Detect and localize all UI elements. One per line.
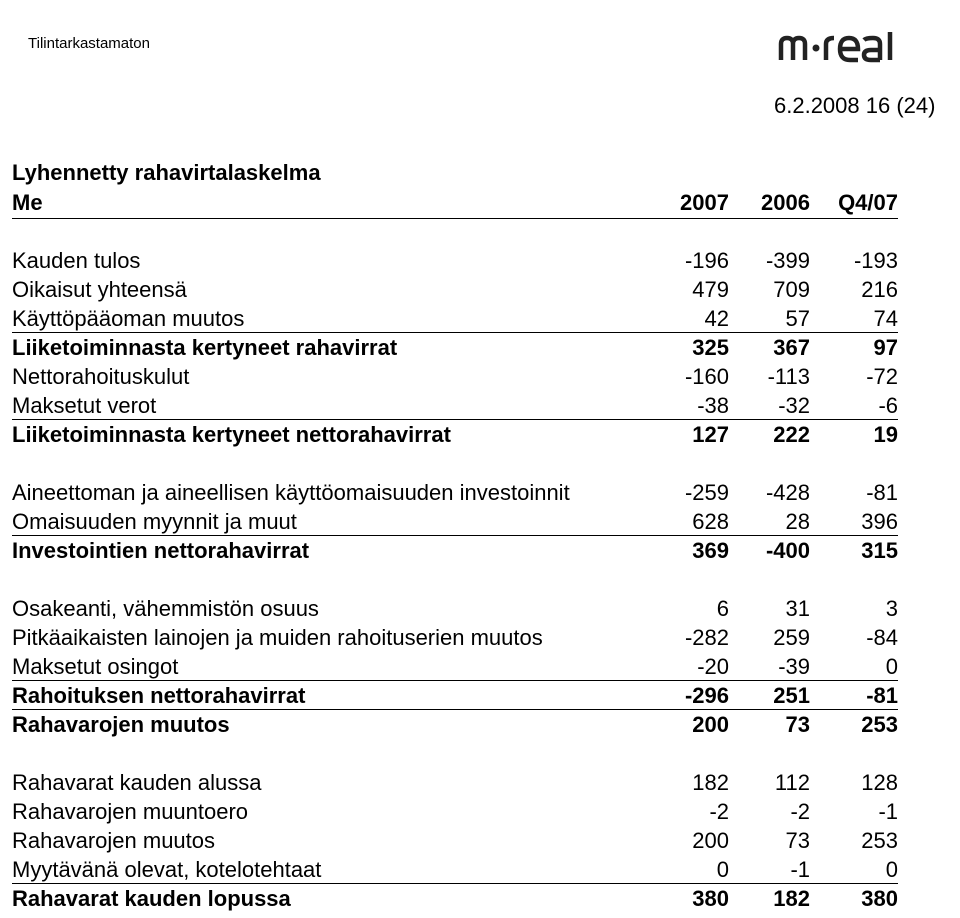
row-label: Rahavarojen muutos [12,828,216,853]
table-row [12,797,898,826]
row-value-2007: 0 [716,857,729,882]
row-label: Investointien nettorahavirrat [12,538,310,563]
m-real-logo-mark [778,30,906,64]
row-value-q4-07: 128 [861,770,898,795]
row-value-2006: -399 [765,248,810,273]
row-value-q4-07: -193 [853,248,898,273]
row-value-q4-07: -84 [866,625,898,650]
row-value-2006: 57 [785,306,810,331]
cash-flow-table [12,246,898,913]
row-label: Liiketoiminnasta kertyneet nettorahavirrat [12,422,451,447]
row-label: Pitkäaikaisten lainojen ja muiden rahoituserien muutos [12,625,543,650]
row-value-q4-07: 74 [873,306,898,331]
row-value-q4-07: 19 [873,422,898,447]
row-value-q4-07: 380 [861,886,898,911]
row-value-2006: 222 [773,422,810,447]
row-value-q4-07: 315 [861,538,898,563]
row-label: Rahavarojen muutos [12,712,230,737]
page-date-number: 6.2.2008 16 (24) [774,93,936,118]
row-value-2007: 6 [716,596,729,621]
table-row [12,362,898,391]
row-value-2007: 628 [692,509,729,534]
row-value-2007: 369 [692,538,729,563]
row-value-2007: 325 [692,335,729,360]
unaudited-label: Tilintarkastamaton [28,35,150,52]
row-value-2006: -1 [790,857,810,882]
row-label: Maksetut verot [12,393,157,418]
table-title: Lyhennetty rahavirtalaskelma [12,160,321,185]
row-value-2006: -428 [765,480,810,505]
table-row [12,710,898,739]
row-label: Aineettoman ja aineellisen käyttöomaisuuden investoinnit [12,480,570,505]
row-label: Rahavarojen muuntoero [12,799,249,824]
row-value-2007: -196 [684,248,729,273]
table-row [12,478,898,507]
column-header-2007: 2007 [680,190,729,215]
row-value-q4-07: -81 [866,480,898,505]
table-row [12,304,898,333]
column-header-row [12,190,898,219]
row-label: Kauden tulos [12,248,141,273]
row-label: Rahoituksen nettorahavirrat [12,683,306,708]
table-row [12,594,898,623]
row-value-2007: 380 [692,886,729,911]
row-label: Osakeanti, vähemmistön osuus [12,596,319,621]
row-value-2007: 127 [692,422,729,447]
table-row [12,536,898,565]
row-value-q4-07: -72 [866,364,898,389]
row-value-q4-07: 253 [861,828,898,853]
row-value-2006: -32 [778,393,810,418]
row-value-2006: -39 [778,654,810,679]
table-row [12,623,898,652]
row-value-2006: 73 [785,828,810,853]
row-value-2007: -259 [684,480,729,505]
row-value-q4-07: 0 [885,857,898,882]
row-spacer [12,565,898,594]
row-value-2006: 112 [774,770,810,795]
table-row [12,420,898,449]
column-header-2006: 2006 [761,190,810,215]
row-value-q4-07: 396 [861,509,898,534]
row-label: Käyttöpääoman muutos [12,306,245,331]
row-value-2007: -282 [684,625,729,650]
row-value-2006: 251 [773,683,810,708]
row-value-2006: 259 [773,625,810,650]
row-label: Oikaisut yhteensä [12,277,187,302]
row-value-2006: 709 [773,277,810,302]
row-value-2007: -20 [697,654,729,679]
row-value-2006: 182 [773,886,810,911]
row-label: Myytävänä olevat, kotelotehtaat [12,857,322,882]
row-value-q4-07: 253 [861,712,898,737]
row-value-2006: 31 [785,596,810,621]
row-value-2007: -2 [709,799,729,824]
row-value-q4-07: 3 [885,596,898,621]
unit-label: Me [12,190,43,215]
row-value-2007: 200 [692,828,729,853]
table-row [12,855,898,884]
table-row [12,246,898,275]
table-row [12,391,898,420]
row-spacer [12,449,898,478]
row-label: Maksetut osingot [12,654,179,679]
table-row [12,275,898,304]
row-label: Rahavarat kauden lopussa [12,886,291,911]
row-value-2007: -38 [697,393,729,418]
table-row [12,507,898,536]
column-header-q4-07: Q4/07 [838,190,898,215]
table-row [12,681,898,710]
row-value-q4-07: -1 [878,799,898,824]
row-value-2007: -160 [684,364,729,389]
row-label: Rahavarat kauden alussa [12,770,262,795]
table-row [12,826,898,855]
row-label: Nettorahoituskulut [12,364,190,389]
row-value-2007: 200 [692,712,729,737]
table-row [12,333,898,362]
row-label: Liiketoiminnasta kertyneet rahavirrat [12,335,398,360]
row-value-q4-07: -81 [866,683,898,708]
row-value-2006: -400 [765,538,810,563]
row-value-2007: 42 [704,306,729,331]
table-row [12,884,898,913]
table-row [12,652,898,681]
table-row [12,768,898,797]
row-value-2006: -2 [790,799,810,824]
row-value-2007: 479 [692,277,729,302]
row-value-2007: 182 [692,770,729,795]
row-value-2006: 28 [785,509,810,534]
row-value-2006: 367 [773,335,810,360]
row-value-q4-07: 216 [861,277,898,302]
row-spacer [12,739,898,768]
row-value-q4-07: -6 [878,393,898,418]
row-value-2007: -296 [684,683,729,708]
row-value-2006: -113 [767,364,810,389]
m-real-logo [778,30,906,69]
row-label: Omaisuuden myynnit ja muut [12,509,297,534]
row-value-2006: 73 [785,712,810,737]
row-value-q4-07: 0 [885,654,898,679]
row-value-q4-07: 97 [873,335,898,360]
